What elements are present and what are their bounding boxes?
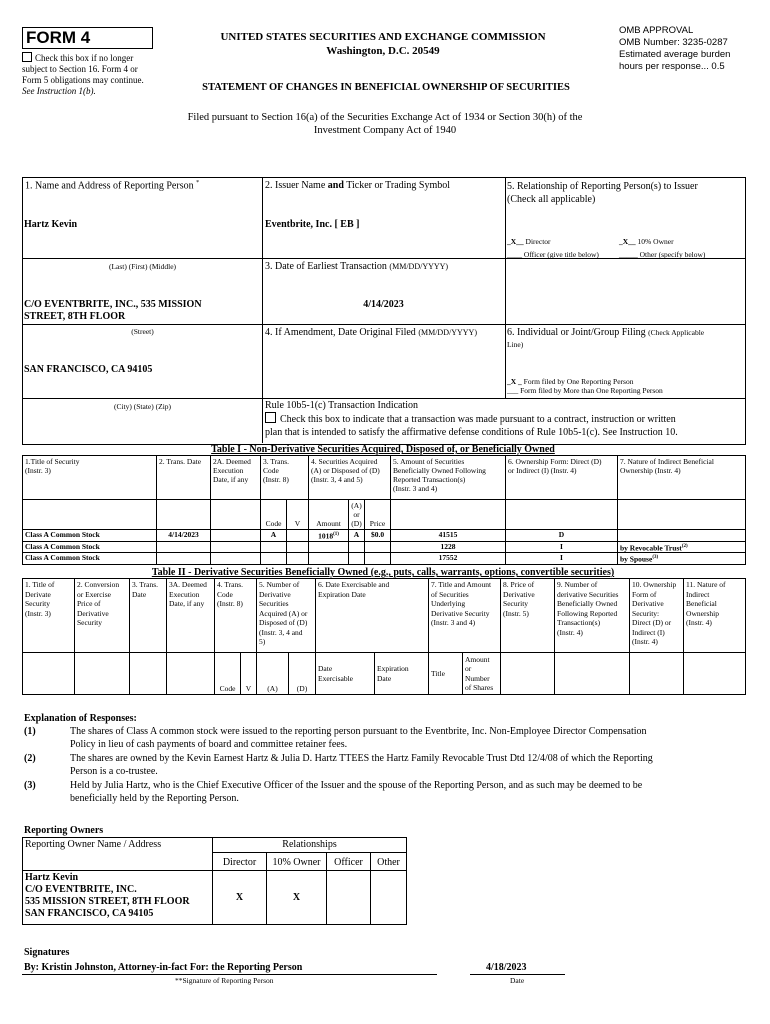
owners-col-officer: Officer <box>327 853 371 871</box>
reporting-person-city: SAN FRANCISCO, CA 94105 <box>24 364 153 375</box>
header-line: (Instr. 3) <box>25 608 51 618</box>
header-line: (Instr. 3, 4 and <box>259 627 303 637</box>
header-line: Code <box>217 589 233 599</box>
header-line: 5. Number of <box>259 580 300 589</box>
header-line: Amount <box>465 654 490 664</box>
owner-ten-pct-mark: X <box>267 871 327 925</box>
header-line: 1. Title of <box>25 580 55 589</box>
header-line: of Securities <box>431 589 469 599</box>
header-line: Transaction(s) <box>557 618 601 627</box>
other-option: _____ Other (specify below) <box>619 250 706 259</box>
t2-sub-amount <box>463 653 501 695</box>
t1-header-code: 3. Trans. Code (Instr. 8) <box>261 456 309 500</box>
header-line: (Instr. 4) <box>632 637 658 646</box>
t2-header-title <box>23 579 75 653</box>
t2-header-underlying <box>429 579 501 653</box>
form-title: FORM 4 <box>22 27 153 49</box>
owner-officer-mark <box>327 871 371 925</box>
director-option: _X__ Director <box>507 237 551 246</box>
header-line: derivative Securities <box>557 589 619 599</box>
rule-10b5-section: Rule 10b5-1(c) Transaction Indication Check this box to indicate that a transaction was made pursuant to a contract, instruction or written plan that is intended to satisfy the affirmative defense conditions of Rule 10b5-1(c). See Instruction 10. <box>265 400 678 438</box>
t1-sub-amount: Amount <box>309 500 349 530</box>
agency-name: UNITED STATES SECURITIES AND EXCHANGE COMMISSION <box>220 31 546 43</box>
header-line: Execution <box>169 589 200 599</box>
t2-header-ownership-form <box>630 579 684 653</box>
header-line: (Instr. 4) <box>557 627 583 637</box>
earliest-transaction-date: 4/14/2023 <box>363 299 404 310</box>
list-item: (2) The shares are owned by the Kevin Earnest Hartz & Julia D. Hartz TTEES the Hartz Family Revocable Trust Dtd 12/4/08 of which the Reporting Person is a co-trustee. <box>24 753 653 777</box>
header-line: Form of <box>632 589 657 599</box>
box6-label: 6. Individual or Joint/Group Filing (Check Applicable Line) <box>507 327 705 349</box>
header-line: Price of <box>77 599 101 608</box>
owners-col-director: Director <box>213 853 267 871</box>
officer-option: ____ Officer (give title below) <box>507 250 599 259</box>
header-line: Indirect (I) <box>632 627 665 637</box>
box1-label: 1. Name and Address of Reporting Person * <box>25 180 200 192</box>
header-line: 11. Nature of <box>686 580 726 589</box>
header-line: (Instr. 5) <box>503 608 529 618</box>
box3-label: 3. Date of Earliest Transaction (MM/DD/YYYY) <box>265 261 449 272</box>
header-line: Expiration Date <box>318 589 366 599</box>
owners-col-name: Reporting Owner Name / Address <box>23 838 213 871</box>
signature-by: By: Kristin Johnston, Attorney-in-fact For: the Reporting Person <box>24 962 303 973</box>
owners-col-relationships: Relationships <box>213 838 407 853</box>
t1-sub-price: Price <box>365 500 391 530</box>
header-line: Security <box>25 599 50 608</box>
table1-title: Table I - Non-Derivative Securities Acquired, Disposed of, or Beneficially Owned <box>211 444 555 455</box>
header-line: Security <box>503 599 529 608</box>
list-item: (3) Held by Julia Hartz, who is the Chief Executive Officer of the Issuer and the spouse of the Reporting Person, and as such may be deemed to be beneficially held by the Reporting Person. <box>24 780 643 804</box>
t2-header-number <box>257 579 316 653</box>
box5-label: 5. Relationship of Reporting Person(s) to Issuer (Check all applicable) <box>507 181 698 205</box>
t1-header-nature: 7. Nature of Indirect Beneficial Ownership (Instr. 4) <box>618 456 746 500</box>
t2-header-price <box>501 579 555 653</box>
city-hint: (City) (State) (Zip) <box>113 402 172 411</box>
owners-col-ten-pct: 10% Owner <box>267 853 327 871</box>
ten-percent-owner-option: _X__ 10% Owner <box>619 237 674 246</box>
header-line: Direct (D) or <box>632 618 672 627</box>
owner-other-mark <box>371 871 407 925</box>
header-line: Securities <box>259 599 289 608</box>
header-line: Acquired (A) or <box>259 608 308 618</box>
t2-header-owned <box>555 579 630 653</box>
table-row <box>23 871 407 925</box>
one-person-option: _X _ Form filed by One Reporting Person <box>507 377 634 386</box>
table1-non-derivative <box>22 455 746 565</box>
t1-header-title: 1.Title of Security (Instr. 3) <box>23 456 157 500</box>
name-hint: (Last) (First) (Middle) <box>108 262 177 271</box>
filing-options <box>507 377 743 395</box>
header-line: Derivative <box>632 599 664 608</box>
header-line: Date, if any <box>169 599 205 608</box>
header-line: Following Reported <box>557 608 618 618</box>
header-line: 4. Trans. <box>217 580 244 589</box>
t2-header-exercisable <box>316 579 429 653</box>
header-line: (Instr. 3 and 4) <box>431 618 476 627</box>
agency-location: Washington, D.C. 20549 <box>326 45 440 57</box>
t2-header-deemed <box>167 579 215 653</box>
header-line: Beneficial <box>686 599 717 608</box>
t2-header-trans-date <box>130 579 167 653</box>
t2-sub-d: (D) <box>289 653 316 695</box>
issuer-name: Eventbrite, Inc. [ EB ] <box>265 219 360 230</box>
t2-header-conversion <box>75 579 130 653</box>
signature-hint: **Signature of Reporting Person <box>175 976 274 985</box>
header-line: Derivative <box>503 589 535 599</box>
rule-10b5-checkbox[interactable] <box>265 412 276 423</box>
t1-sub-v: V <box>287 500 309 530</box>
date-hint: Date <box>510 976 525 985</box>
t1-header-date: 2. Trans. Date <box>157 456 211 500</box>
header-line: 5) <box>259 637 266 646</box>
t2-sub-title: Title <box>429 653 463 695</box>
table2-derivative <box>22 578 746 695</box>
street-hint: (Street) <box>131 327 154 336</box>
header-line: or Exercise <box>77 589 111 599</box>
t1-header-amount-owned: 5. Amount of Securities Beneficially Owned Following Reported Transaction(s) (Instr. 3 and 4) <box>391 456 506 500</box>
t2-sub-code: Code <box>215 653 241 695</box>
header-line: 7. Title and Amount <box>431 580 492 589</box>
owner-director-mark: X <box>213 871 267 925</box>
signature-date: 4/18/2023 <box>486 962 527 973</box>
header-line: or <box>465 664 472 673</box>
header-line: Security: <box>632 608 660 618</box>
t2-sub-a: (A) <box>257 653 289 695</box>
header-line: (Instr. 8) <box>217 599 243 608</box>
t2-header-nature <box>684 579 746 653</box>
omb-approval-box: OMB APPROVAL OMB Number: 3235-0287 Estimated average burden hours per response... 0.5 <box>619 25 731 72</box>
reporting-owners-title: Reporting Owners <box>24 825 104 836</box>
header-line: 3A. Deemed <box>169 580 207 589</box>
owners-col-other: Other <box>371 853 407 871</box>
list-item: (1) The shares of Class A common stock were issued to the reporting person pursuant to the Eventbrite, Inc. Non-Employee Director Compensation Policy in lieu of cash payments of board and committee retainer fees. <box>24 726 647 750</box>
header-line: Underlying <box>431 599 466 608</box>
header-line: 2. Conversion <box>77 580 120 589</box>
t1-sub-a-or-d: (A) or (D) <box>349 500 365 530</box>
filed-pursuant-text: Filed pursuant to Section 16(a) of the Securities Exchange Act of 1934 or Section 30(h) of the Investment Company Act of 1940 <box>187 112 583 136</box>
table-row: Class A Common Stock 4/14/2023 A 1018$^{(1)}$ A $0.0 41515 D <box>23 530 746 542</box>
reporting-owners-table <box>22 837 407 925</box>
header-line: Derivative Security <box>431 608 490 618</box>
header-line: 10. Ownership <box>632 580 677 589</box>
t1-sub-code: Code <box>261 500 287 530</box>
header-line: Date <box>132 589 147 599</box>
relationship-options <box>507 235 743 261</box>
header-line: 8. Price of <box>503 580 535 589</box>
reporting-person-street: C/O EVENTBRITE, INC., 535 MISSION STREET, 8TH FLOOR <box>24 299 202 322</box>
header-line: 3. Trans. <box>132 580 159 589</box>
header-line: Indirect <box>686 589 710 599</box>
header-line: Derivate <box>25 589 51 599</box>
table-row: Class A Common Stock 1228 I by Revocable Trust$^{(2)}$ <box>23 541 746 553</box>
header-line: Number <box>465 673 490 683</box>
table-row: Class A Common Stock 17552 I by Spouse$^{(3)}$ <box>23 553 746 565</box>
t1-header-ownership-form: 6. Ownership Form: Direct (D) or Indirect (I) (Instr. 4) <box>506 456 618 500</box>
header-line: of Shares <box>465 683 494 692</box>
header-line: 9. Number of <box>557 580 598 589</box>
header-line: Security <box>77 618 102 627</box>
header-line: Derivative <box>77 608 109 618</box>
t2-sub-expiration: Expiration Date <box>375 653 429 695</box>
header-line: Beneficially Owned <box>557 599 618 608</box>
explanation-list <box>24 726 744 805</box>
no-longer-subject-note: Check this box if no longer subject to Section 16. Form 4 or Form 5 obligations may continue. See Instruction 1(b). <box>22 53 144 96</box>
box2-label: 2. Issuer Name and Ticker or Trading Symbol <box>265 180 451 191</box>
signatures-title: Signatures <box>24 947 70 958</box>
box4-label: 4. If Amendment, Date Original Filed (MM/DD/YYYY) <box>265 327 477 338</box>
statement-title: STATEMENT OF CHANGES IN BENEFICIAL OWNERSHIP OF SECURITIES <box>202 82 570 93</box>
header-line: (Instr. 4) <box>686 618 712 627</box>
t2-sub-v: V <box>241 653 257 695</box>
header-line: Disposed of (D) <box>259 618 308 627</box>
more-persons-option: ___ Form filed by More than One Reporting Person <box>507 386 663 395</box>
t1-header-acquired: 4. Securities Acquired (A) or Disposed of (D) (Instr. 3, 4 and 5) <box>309 456 391 500</box>
reporting-person-name: Hartz Kevin <box>24 219 78 230</box>
header-line: Ownership <box>686 608 719 618</box>
no-longer-subject-checkbox[interactable] <box>22 52 32 62</box>
header-line: 6. Date Exercisable and <box>318 580 390 589</box>
t2-sub-date-exercisable: Date Exercisable <box>316 653 375 695</box>
table2-title: Table II - Derivative Securities Beneficially Owned (e.g., puts, calls, warrants, options, convertible securities) <box>151 567 615 578</box>
t1-header-deemed: 2A. Deemed Execution Date, if any <box>211 456 261 500</box>
t2-header-code <box>215 579 257 653</box>
owner-name-address: Hartz Kevin C/O EVENTBRITE, INC. 535 MISSION STREET, 8TH FLOOR SAN FRANCISCO, CA 94105 <box>23 871 213 925</box>
header-line: Derivative <box>259 589 291 599</box>
explanation-title: Explanation of Responses: <box>24 713 137 724</box>
